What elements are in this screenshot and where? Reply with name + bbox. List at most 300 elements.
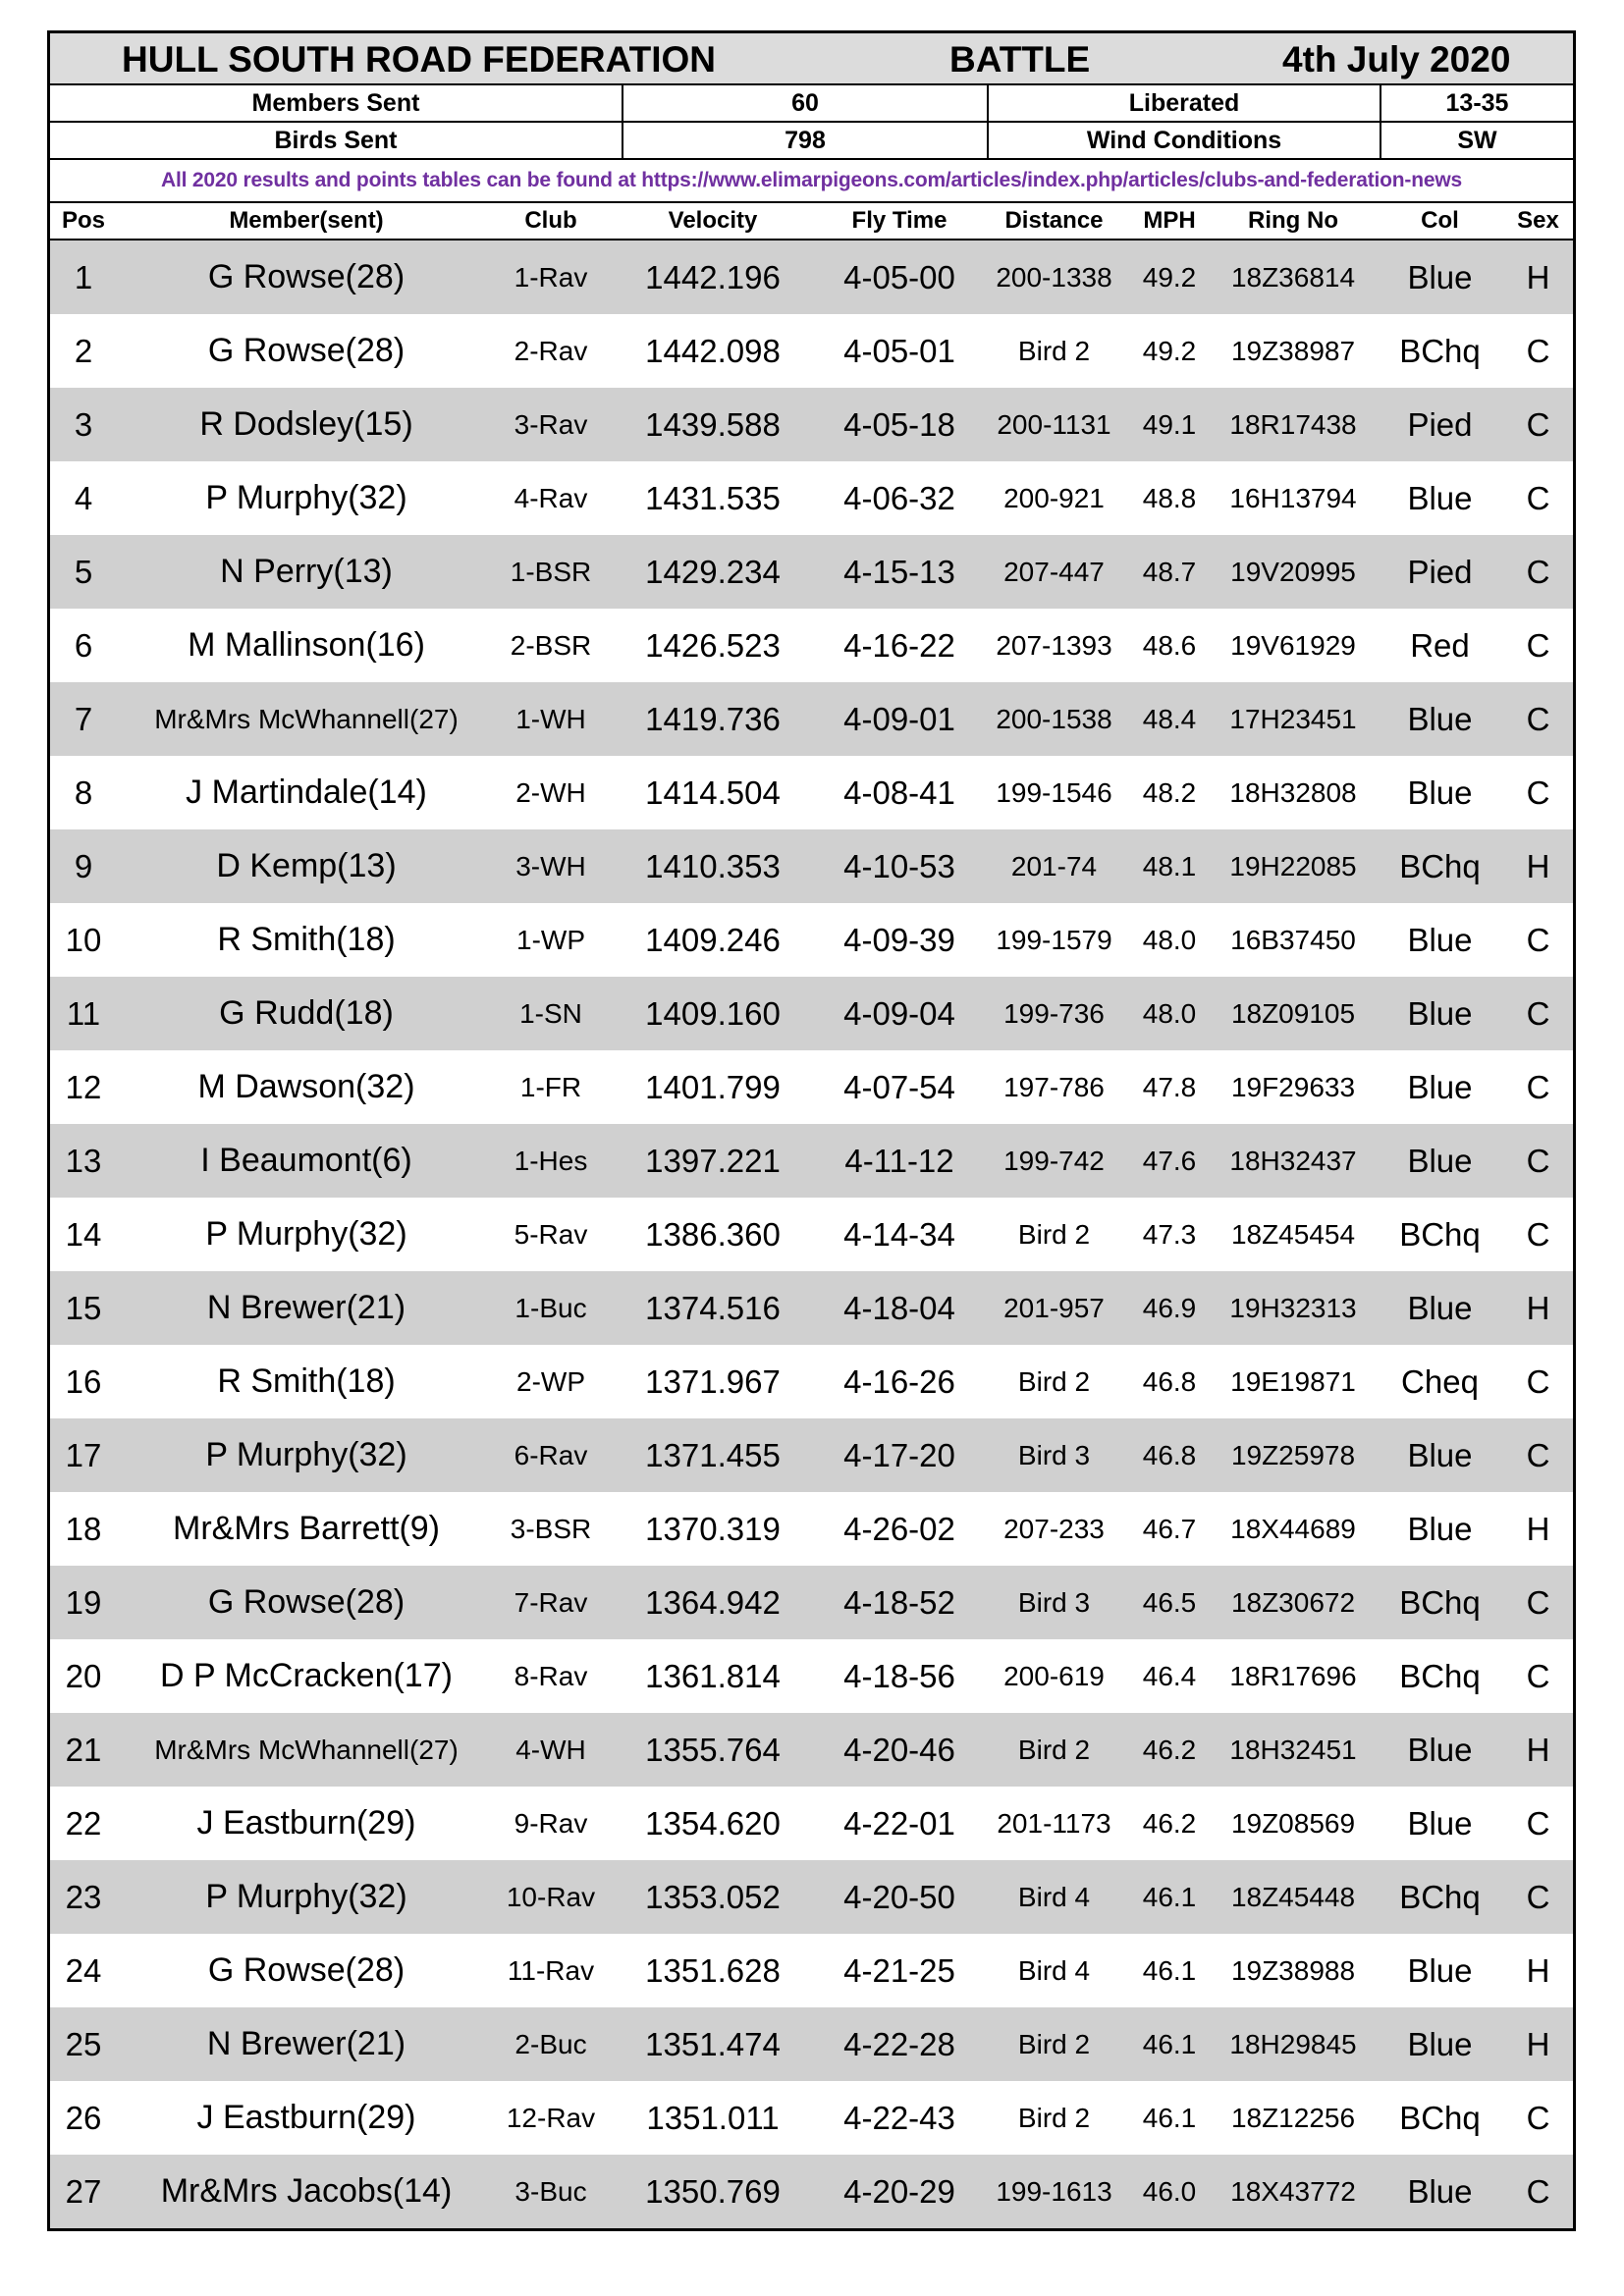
distance-cell: 200-921 <box>1003 482 1105 513</box>
mph-cell: 48.6 <box>1142 629 1197 661</box>
wind-label: Wind Conditions <box>989 123 1381 158</box>
velocity-cell: 1410.353 <box>645 847 781 884</box>
sex-cell: C <box>1526 774 1550 811</box>
club-cell: 12-Rav <box>506 2102 596 2133</box>
sex-cell: H <box>1526 847 1550 884</box>
velocity-cell: 1414.504 <box>645 774 781 811</box>
member-cell: M Dawson(32) <box>197 1068 415 1105</box>
member-cell: P Murphy(32) <box>205 1215 407 1253</box>
colour-cell: BChq <box>1399 1215 1481 1253</box>
sex-cell: H <box>1526 1289 1550 1326</box>
ring-no-cell: 16B37450 <box>1230 924 1356 955</box>
birds-sent-label: Birds Sent <box>50 123 623 158</box>
fly-time-cell: 4-22-28 <box>843 2025 955 2062</box>
table-row <box>50 2081 1573 2155</box>
velocity-cell: 1419.736 <box>645 700 781 737</box>
fly-time-cell: 4-06-32 <box>843 479 955 516</box>
distance-cell: 199-736 <box>1003 997 1105 1029</box>
table-row <box>50 1639 1573 1713</box>
ring-no-cell: 18Z30672 <box>1230 1586 1356 1618</box>
col-header-velocity: Velocity <box>668 207 758 234</box>
velocity-cell: 1442.098 <box>645 332 781 369</box>
ring-no-cell: 19F29633 <box>1230 1071 1356 1102</box>
member-cell: P Murphy(32) <box>205 479 407 516</box>
sex-cell: H <box>1526 258 1550 295</box>
sex-cell: C <box>1526 626 1550 664</box>
velocity-cell: 1361.814 <box>645 1657 781 1694</box>
fly-time-cell: 4-18-56 <box>843 1657 955 1694</box>
distance-cell: 201-1173 <box>997 1807 1111 1839</box>
fly-time-cell: 4-05-18 <box>843 405 955 443</box>
distance-cell: Bird 2 <box>1017 1365 1091 1397</box>
col-header-member: Member(sent) <box>229 207 384 234</box>
club-cell: 4-WH <box>515 1734 586 1765</box>
table-row <box>50 314 1573 388</box>
fly-time-cell: 4-16-26 <box>843 1362 955 1400</box>
pos-cell: 1 <box>74 258 93 295</box>
distance-cell: 199-1613 <box>996 2175 1112 2207</box>
ring-no-cell: 18Z12256 <box>1230 2102 1356 2133</box>
fly-time-cell: 4-09-04 <box>843 994 955 1032</box>
table-row <box>50 903 1573 977</box>
velocity-cell: 1351.628 <box>645 1951 781 1989</box>
velocity-cell: 1351.474 <box>645 2025 781 2062</box>
results-table-body <box>50 240 1573 2228</box>
pos-cell: 6 <box>74 626 93 664</box>
fly-time-cell: 4-20-46 <box>843 1731 955 1768</box>
velocity-cell: 1370.319 <box>645 1510 781 1547</box>
table-row <box>50 1124 1573 1198</box>
member-cell: J Martindale(14) <box>186 774 427 811</box>
fly-time-cell: 4-16-22 <box>843 626 955 664</box>
ring-no-cell: 16H13794 <box>1229 482 1357 513</box>
colour-cell: Pied <box>1407 405 1473 443</box>
sex-cell: C <box>1526 700 1550 737</box>
fly-time-cell: 4-09-01 <box>843 700 955 737</box>
club-cell: 1-SN <box>519 997 582 1029</box>
club-cell: 2-WH <box>515 776 586 808</box>
distance-cell: 199-1579 <box>996 924 1112 955</box>
pos-cell: 13 <box>65 1142 102 1179</box>
table-row <box>50 388 1573 461</box>
sex-cell: C <box>1526 1215 1550 1253</box>
club-cell: 2-BSR <box>510 629 592 661</box>
sex-cell: H <box>1526 2025 1550 2062</box>
ring-no-cell: 18X44689 <box>1230 1513 1356 1544</box>
member-cell: G Rudd(18) <box>219 994 394 1032</box>
sex-cell: C <box>1526 1804 1550 1842</box>
colour-cell: BChq <box>1399 847 1481 884</box>
table-row <box>50 1418 1573 1492</box>
pos-cell: 15 <box>65 1289 102 1326</box>
distance-cell: Bird 2 <box>1017 2102 1091 2133</box>
distance-cell: 201-957 <box>1003 1292 1105 1323</box>
member-cell: P Murphy(32) <box>205 1436 407 1473</box>
sex-cell: H <box>1526 1510 1550 1547</box>
pos-cell: 16 <box>65 1362 102 1400</box>
club-cell: 1-Buc <box>514 1292 587 1323</box>
distance-cell: Bird 2 <box>1017 1218 1091 1250</box>
fly-time-cell: 4-20-50 <box>843 1878 955 1915</box>
table-row <box>50 240 1573 314</box>
sex-cell: C <box>1526 1878 1550 1915</box>
club-cell: 3-Rav <box>514 408 588 440</box>
ring-no-cell: 18X43772 <box>1230 2175 1356 2207</box>
member-cell: J Eastburn(29) <box>196 2099 416 2136</box>
pos-cell: 26 <box>65 2099 102 2136</box>
mph-cell: 46.1 <box>1142 1881 1197 1912</box>
member-cell: Mr&Mrs McWhannell(27) <box>154 1734 459 1765</box>
pos-cell: 22 <box>65 1804 102 1842</box>
member-cell: Mr&Mrs McWhannell(27) <box>154 703 459 734</box>
pos-cell: 3 <box>74 405 93 443</box>
club-cell: 8-Rav <box>514 1660 588 1691</box>
table-row <box>50 1713 1573 1787</box>
mph-cell: 46.4 <box>1142 1660 1197 1691</box>
velocity-cell: 1429.234 <box>645 553 781 590</box>
mph-cell: 46.1 <box>1142 2102 1197 2133</box>
ring-no-cell: 18H29845 <box>1229 2028 1357 2059</box>
col-header-fly-time: Fly Time <box>851 207 947 234</box>
member-cell: D Kemp(13) <box>216 847 397 884</box>
table-row <box>50 1271 1573 1345</box>
sex-cell: C <box>1526 405 1550 443</box>
colour-cell: Blue <box>1407 1731 1473 1768</box>
colour-cell: Pied <box>1407 553 1473 590</box>
colour-cell: BChq <box>1399 2099 1481 2136</box>
fly-time-cell: 4-22-01 <box>843 1804 955 1842</box>
sex-cell: C <box>1526 1362 1550 1400</box>
fly-time-cell: 4-07-54 <box>843 1068 955 1105</box>
fly-time-cell: 4-05-00 <box>843 258 955 295</box>
member-cell: N Perry(13) <box>220 553 393 590</box>
title-bar <box>50 33 1573 85</box>
member-cell: G Rowse(28) <box>207 1583 406 1621</box>
colour-cell: Blue <box>1407 1289 1473 1326</box>
velocity-cell: 1409.160 <box>645 994 781 1032</box>
colour-cell: Blue <box>1407 2172 1473 2210</box>
table-row <box>50 535 1573 609</box>
club-cell: 3-Buc <box>514 2175 587 2207</box>
ring-no-cell: 18H32808 <box>1229 776 1357 808</box>
results-link-note: All 2020 results and points tables can be found at https://www.elimarpigeons.com/articles/index.php/articles/clubs-and-federation-news <box>50 160 1573 203</box>
mph-cell: 46.1 <box>1142 2028 1197 2059</box>
member-cell: R Smith(18) <box>217 921 396 958</box>
table-row <box>50 756 1573 829</box>
distance-cell: 207-447 <box>1003 556 1105 587</box>
pos-cell: 8 <box>74 774 93 811</box>
fly-time-cell: 4-05-01 <box>843 332 955 369</box>
table-row <box>50 1566 1573 1639</box>
table-row <box>50 1934 1573 2007</box>
club-cell: 11-Rav <box>507 1954 595 1986</box>
ring-no-cell: 19Z38987 <box>1230 335 1356 366</box>
sex-cell: C <box>1526 1583 1550 1621</box>
distance-cell: 199-742 <box>1003 1145 1105 1176</box>
fly-time-cell: 4-20-29 <box>843 2172 955 2210</box>
race-date: 4th July 2020 <box>1282 39 1511 80</box>
pos-cell: 24 <box>65 1951 102 1989</box>
fly-time-cell: 4-18-52 <box>843 1583 955 1621</box>
velocity-cell: 1355.764 <box>645 1731 781 1768</box>
birds-row <box>50 123 1573 160</box>
pos-cell: 2 <box>74 332 93 369</box>
mph-cell: 47.8 <box>1142 1071 1197 1102</box>
colour-cell: Blue <box>1407 258 1473 295</box>
sex-cell: C <box>1526 2099 1550 2136</box>
ring-no-cell: 19Z08569 <box>1230 1807 1356 1839</box>
pos-cell: 21 <box>65 1731 102 1768</box>
fly-time-cell: 4-22-43 <box>843 2099 955 2136</box>
ring-no-cell: 18Z36814 <box>1230 261 1356 293</box>
colour-cell: Blue <box>1407 1951 1473 1989</box>
pos-cell: 19 <box>65 1583 102 1621</box>
table-row <box>50 609 1573 682</box>
members-sent-value: 60 <box>623 85 989 121</box>
club-cell: 2-WP <box>516 1365 585 1397</box>
sex-cell: C <box>1526 994 1550 1032</box>
ring-no-cell: 19E19871 <box>1230 1365 1356 1397</box>
birds-sent-value: 798 <box>623 123 989 158</box>
members-sent-label: Members Sent <box>50 85 623 121</box>
distance-cell: 199-1546 <box>996 776 1112 808</box>
club-cell: 7-Rav <box>514 1586 588 1618</box>
velocity-cell: 1354.620 <box>645 1804 781 1842</box>
sex-cell: C <box>1526 479 1550 516</box>
fly-time-cell: 4-15-13 <box>843 553 955 590</box>
distance-cell: Bird 2 <box>1017 335 1091 366</box>
ring-no-cell: 19H22085 <box>1229 850 1357 881</box>
distance-cell: 200-619 <box>1003 1660 1105 1691</box>
sex-cell: C <box>1526 1657 1550 1694</box>
pos-cell: 9 <box>74 847 93 884</box>
pos-cell: 7 <box>74 700 93 737</box>
club-cell: 6-Rav <box>514 1439 588 1470</box>
table-row <box>50 1198 1573 1271</box>
distance-cell: Bird 2 <box>1017 2028 1091 2059</box>
club-cell: 1-Rav <box>514 261 588 293</box>
fly-time-cell: 4-18-04 <box>843 1289 955 1326</box>
member-cell: Mr&Mrs Barrett(9) <box>173 1510 440 1547</box>
pos-cell: 4 <box>74 479 93 516</box>
mph-cell: 46.7 <box>1142 1513 1197 1544</box>
velocity-cell: 1371.967 <box>645 1362 781 1400</box>
pos-cell: 18 <box>65 1510 102 1547</box>
member-cell: J Eastburn(29) <box>196 1804 416 1842</box>
velocity-cell: 1374.516 <box>645 1289 781 1326</box>
colour-cell: Blue <box>1407 479 1473 516</box>
member-cell: I Beaumont(6) <box>200 1142 412 1179</box>
colour-cell: BChq <box>1399 1583 1481 1621</box>
ring-no-cell: 18Z45448 <box>1230 1881 1356 1912</box>
mph-cell: 46.8 <box>1142 1439 1197 1470</box>
col-header-colour: Col <box>1421 207 1459 234</box>
sex-cell: C <box>1526 1068 1550 1105</box>
table-row <box>50 1492 1573 1566</box>
colour-cell: Blue <box>1407 700 1473 737</box>
liberated-value: 13-35 <box>1445 88 1509 117</box>
col-header-distance: Distance <box>1004 207 1104 234</box>
ring-no-cell: 18Z09105 <box>1230 997 1356 1029</box>
mph-cell: 48.8 <box>1142 482 1197 513</box>
club-cell: 3-WH <box>515 850 586 881</box>
club-cell: 1-FR <box>519 1071 582 1102</box>
ring-no-cell: 19V61929 <box>1230 629 1356 661</box>
sex-cell: C <box>1526 332 1550 369</box>
ring-no-cell: 19Z38988 <box>1230 1954 1356 1986</box>
club-cell: 1-WP <box>516 924 585 955</box>
ring-no-cell: 18R17696 <box>1229 1660 1357 1691</box>
velocity-cell: 1426.523 <box>645 626 781 664</box>
colour-cell: Blue <box>1407 1510 1473 1547</box>
colour-cell: Blue <box>1407 1068 1473 1105</box>
mph-cell: 46.9 <box>1142 1292 1197 1323</box>
member-cell: R Dodsley(15) <box>199 405 413 443</box>
mph-cell: 49.1 <box>1142 408 1197 440</box>
table-row <box>50 977 1573 1050</box>
member-cell: Mr&Mrs Jacobs(14) <box>160 2172 453 2210</box>
club-cell: 9-Rav <box>514 1807 588 1839</box>
sex-cell: C <box>1526 921 1550 958</box>
velocity-cell: 1401.799 <box>645 1068 781 1105</box>
mph-cell: 48.1 <box>1142 850 1197 881</box>
mph-cell: 47.3 <box>1142 1218 1197 1250</box>
table-row <box>50 1860 1573 1934</box>
velocity-cell: 1364.942 <box>645 1583 781 1621</box>
table-row <box>50 461 1573 535</box>
distance-cell: Bird 3 <box>1017 1586 1091 1618</box>
distance-cell: Bird 3 <box>1017 1439 1091 1470</box>
distance-cell: Bird 4 <box>1017 1954 1091 1986</box>
results-sheet <box>47 30 1576 2231</box>
pos-cell: 17 <box>65 1436 102 1473</box>
pos-cell: 5 <box>74 553 93 590</box>
club-cell: 3-BSR <box>510 1513 592 1544</box>
distance-cell: Bird 4 <box>1017 1881 1091 1912</box>
wind-value: SW <box>1457 126 1497 154</box>
fly-time-cell: 4-10-53 <box>843 847 955 884</box>
member-cell: P Murphy(32) <box>205 1878 407 1915</box>
velocity-cell: 1350.769 <box>645 2172 781 2210</box>
sex-cell: H <box>1526 1731 1550 1768</box>
club-cell: 1-WH <box>515 703 586 734</box>
velocity-cell: 1353.052 <box>645 1878 781 1915</box>
pos-cell: 27 <box>65 2172 102 2210</box>
col-header-sex: Sex <box>1517 207 1559 234</box>
distance-cell: 197-786 <box>1003 1071 1105 1102</box>
table-row <box>50 829 1573 903</box>
mph-cell: 49.2 <box>1142 261 1197 293</box>
velocity-cell: 1351.011 <box>646 2099 780 2136</box>
table-row <box>50 1345 1573 1418</box>
fly-time-cell: 4-17-20 <box>843 1436 955 1473</box>
mph-cell: 46.5 <box>1142 1586 1197 1618</box>
distance-cell: 207-1393 <box>996 629 1112 661</box>
federation-title: HULL SOUTH ROAD FEDERATION <box>122 39 717 80</box>
distance-cell: 200-1538 <box>996 703 1112 734</box>
distance-cell: 201-74 <box>1010 850 1098 881</box>
mph-cell: 49.2 <box>1142 335 1197 366</box>
table-row <box>50 2155 1573 2228</box>
colour-cell: Blue <box>1407 1804 1473 1842</box>
mph-cell: 48.0 <box>1142 997 1197 1029</box>
col-header-pos: Pos <box>61 207 105 234</box>
member-cell: G Rowse(28) <box>207 1951 406 1989</box>
club-cell: 10-Rav <box>506 1881 596 1912</box>
colour-cell: Blue <box>1407 994 1473 1032</box>
colour-cell: BChq <box>1399 1657 1481 1694</box>
velocity-cell: 1397.221 <box>645 1142 781 1179</box>
table-row <box>50 2007 1573 2081</box>
sex-cell: H <box>1526 1951 1550 1989</box>
ring-no-cell: 17H23451 <box>1229 703 1357 734</box>
distance-cell: 207-233 <box>1003 1513 1105 1544</box>
member-cell: R Smith(18) <box>217 1362 396 1400</box>
club-cell: 5-Rav <box>514 1218 588 1250</box>
ring-no-cell: 18R17438 <box>1229 408 1357 440</box>
pos-cell: 10 <box>65 921 102 958</box>
members-row <box>50 85 1573 123</box>
colour-cell: Blue <box>1407 1142 1473 1179</box>
mph-cell: 48.4 <box>1142 703 1197 734</box>
colour-cell: BChq <box>1399 1878 1481 1915</box>
pos-cell: 14 <box>65 1215 102 1253</box>
colour-cell: Blue <box>1407 774 1473 811</box>
fly-time-cell: 4-26-02 <box>843 1510 955 1547</box>
club-cell: 1-BSR <box>510 556 592 587</box>
colour-cell: Blue <box>1407 2025 1473 2062</box>
fly-time-cell: 4-09-39 <box>843 921 955 958</box>
fly-time-cell: 4-14-34 <box>843 1215 955 1253</box>
race-point: BATTLE <box>949 39 1091 80</box>
club-cell: 2-Rav <box>514 335 588 366</box>
ring-no-cell: 19V20995 <box>1230 556 1356 587</box>
ring-no-cell: 18H32437 <box>1229 1145 1357 1176</box>
ring-no-cell: 19H32313 <box>1229 1292 1357 1323</box>
fly-time-cell: 4-08-41 <box>843 774 955 811</box>
fly-time-cell: 4-21-25 <box>843 1951 955 1989</box>
mph-cell: 46.0 <box>1142 2175 1197 2207</box>
ring-no-cell: 18H32451 <box>1229 1734 1357 1765</box>
colour-cell: Blue <box>1407 921 1473 958</box>
member-cell: D P McCracken(17) <box>160 1657 453 1694</box>
pos-cell: 25 <box>65 2025 102 2062</box>
mph-cell: 46.8 <box>1142 1365 1197 1397</box>
distance-cell: 200-1131 <box>997 408 1111 440</box>
velocity-cell: 1439.588 <box>645 405 781 443</box>
column-header-row <box>50 203 1573 240</box>
ring-no-cell: 18Z45454 <box>1230 1218 1356 1250</box>
sex-cell: C <box>1526 1142 1550 1179</box>
velocity-cell: 1371.455 <box>645 1436 781 1473</box>
member-cell: M Mallinson(16) <box>188 626 425 664</box>
col-header-ring-no: Ring No <box>1248 207 1338 234</box>
distance-cell: 200-1338 <box>996 261 1112 293</box>
member-cell: G Rowse(28) <box>207 258 406 295</box>
mph-cell: 47.6 <box>1142 1145 1197 1176</box>
sex-cell: C <box>1526 553 1550 590</box>
mph-cell: 46.2 <box>1142 1734 1197 1765</box>
colour-cell: BChq <box>1399 332 1481 369</box>
velocity-cell: 1442.196 <box>645 258 781 295</box>
member-cell: N Brewer(21) <box>206 2025 406 2062</box>
pos-cell: 23 <box>65 1878 102 1915</box>
pos-cell: 12 <box>65 1068 102 1105</box>
member-cell: G Rowse(28) <box>207 332 406 369</box>
mph-cell: 48.0 <box>1142 924 1197 955</box>
mph-cell: 48.7 <box>1142 556 1197 587</box>
table-row <box>50 1787 1573 1860</box>
